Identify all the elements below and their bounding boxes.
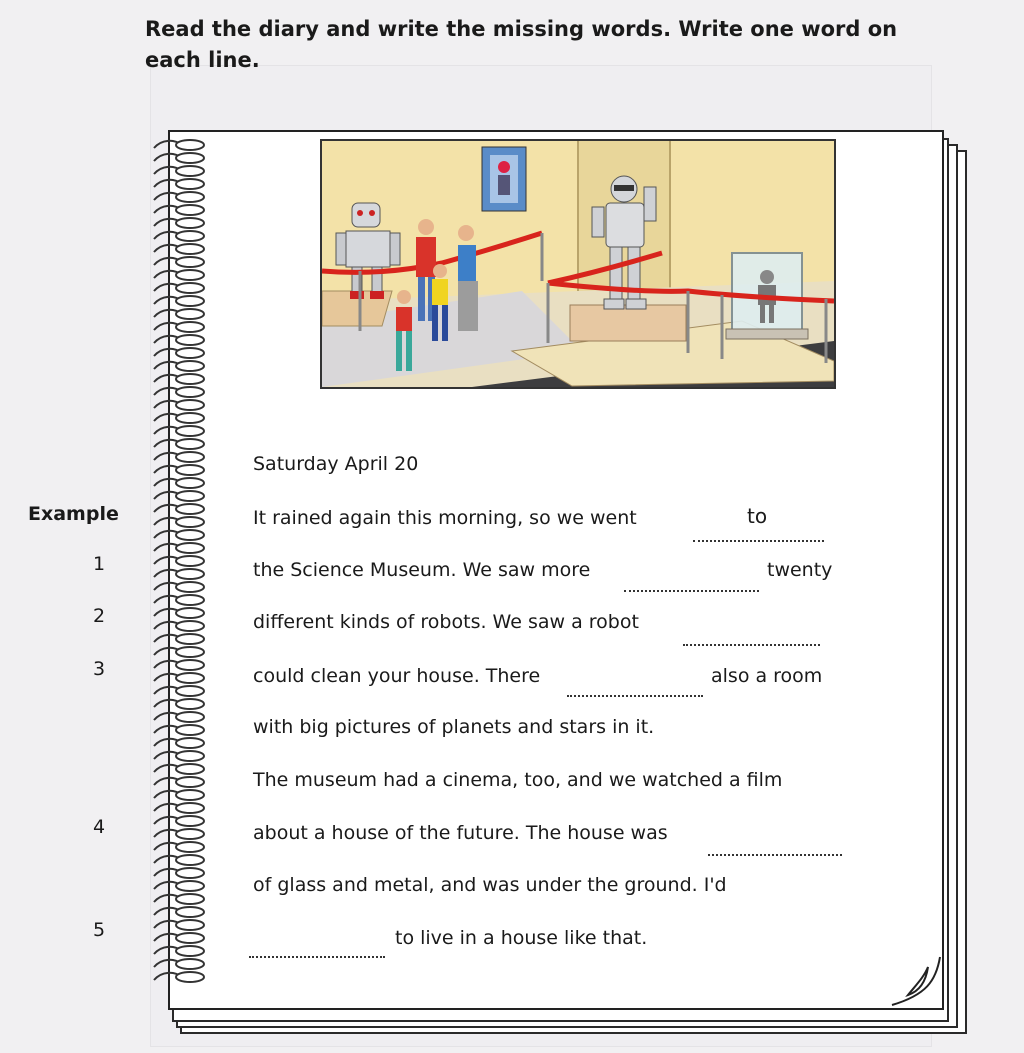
spiral-ring [154, 855, 204, 865]
spiral-ring [154, 543, 204, 553]
answer-line-3[interactable] [567, 693, 703, 697]
diary-text: about a house of the future. The house was [253, 822, 668, 844]
spiral-ring [154, 504, 204, 514]
spiral-ring [154, 166, 204, 176]
spiral-ring [154, 972, 204, 982]
spiral-ring [154, 257, 204, 267]
diary-text: different kinds of robots. We saw a robot [253, 611, 639, 633]
diary-line-glass: of glass and metal, and was under the ground. I'd [253, 874, 727, 896]
spiral-ring [154, 205, 204, 215]
spiral-ring [154, 478, 204, 488]
diary-text: the Science Museum. We saw more [253, 559, 591, 581]
diary-line-example [253, 507, 637, 529]
spiral-ring [154, 452, 204, 462]
spiral-ring [154, 309, 204, 319]
spiral-ring [154, 348, 204, 358]
spiral-ring [154, 712, 204, 722]
spiral-ring [154, 426, 204, 436]
spiral-ring [154, 244, 204, 254]
museum-illustration [320, 139, 836, 389]
spiral-ring [154, 634, 204, 644]
diary-text-twenty: twenty [767, 559, 833, 581]
diary-line-2 [253, 611, 639, 633]
answer-line-1[interactable] [624, 588, 759, 592]
spiral-ring [154, 621, 204, 631]
spiral-ring [154, 686, 204, 696]
spiral-ring [154, 413, 204, 423]
spiral-ring [154, 192, 204, 202]
spiral-ring [154, 296, 204, 306]
diary-date: Saturday April 20 [253, 453, 419, 475]
answer-line-4[interactable] [708, 852, 842, 856]
spiral-ring [154, 322, 204, 332]
spiral-ring [154, 530, 204, 540]
spiral-ring [154, 647, 204, 657]
spiral-ring [154, 283, 204, 293]
spiral-ring [154, 582, 204, 592]
spiral-ring [154, 816, 204, 826]
spiral-ring [154, 829, 204, 839]
spiral-ring [154, 764, 204, 774]
spiral-ring [154, 218, 204, 228]
spiral-ring [154, 569, 204, 579]
question-number-4: 4 [93, 816, 106, 838]
spiral-ring [154, 699, 204, 709]
spiral-ring [154, 842, 204, 852]
spiral-ring [154, 751, 204, 761]
example-label: Example [28, 503, 119, 525]
spiral-ring [154, 153, 204, 163]
spiral-ring [154, 140, 204, 150]
spiral-ring [154, 881, 204, 891]
spiral-ring [154, 270, 204, 280]
answer-line-2[interactable] [683, 642, 820, 646]
spiral-ring [154, 933, 204, 943]
diary-line-4 [253, 822, 668, 844]
spiral-ring [154, 608, 204, 618]
instructions: Read the diary and write the missing words. Write one word on each line. [145, 17, 898, 72]
spiral-ring [154, 491, 204, 501]
answer-line-5[interactable] [249, 954, 385, 958]
diary-line-1 [253, 559, 590, 581]
question-number-2: 2 [93, 605, 106, 627]
example-answer: to [747, 504, 768, 528]
spiral-ring [154, 959, 204, 969]
question-number-3: 3 [93, 658, 106, 680]
spiral-ring [154, 946, 204, 956]
spiral-ring [154, 920, 204, 930]
spiral-ring [154, 400, 204, 410]
example-answer-line[interactable] [693, 538, 824, 542]
spiral-ring [154, 179, 204, 189]
spiral-ring [154, 439, 204, 449]
spiral-binding-icon [148, 137, 210, 997]
spiral-ring [154, 777, 204, 787]
spiral-ring [154, 660, 204, 670]
spiral-ring [154, 556, 204, 566]
spiral-ring [154, 595, 204, 605]
spiral-ring [154, 894, 204, 904]
spiral-ring [154, 725, 204, 735]
spiral-ring [154, 374, 204, 384]
spiral-ring [154, 361, 204, 371]
spiral-ring [154, 231, 204, 241]
diary-line-3 [253, 665, 540, 687]
spiral-ring [154, 868, 204, 878]
question-number-1: 1 [93, 553, 106, 575]
diary-line-planets: with big pictures of planets and stars in it. [253, 716, 655, 738]
diary-text: could clean your house. There [253, 665, 541, 687]
question-number-5: 5 [93, 919, 106, 941]
diary-line-cinema: The museum had a cinema, too, and we watched a film [253, 769, 783, 791]
spiral-ring [154, 673, 204, 683]
diary-text: It rained again this morning, so we went [253, 507, 637, 529]
page-curl-icon [890, 955, 942, 1007]
spiral-ring [154, 803, 204, 813]
diary-line-5: to live in a house like that. [395, 927, 648, 949]
spiral-ring [154, 335, 204, 345]
diary-text-also: also a room [711, 665, 823, 687]
spiral-ring [154, 517, 204, 527]
spiral-ring [154, 465, 204, 475]
spiral-ring [154, 907, 204, 917]
spiral-ring [154, 738, 204, 748]
spiral-ring [154, 387, 204, 397]
spiral-ring [154, 790, 204, 800]
